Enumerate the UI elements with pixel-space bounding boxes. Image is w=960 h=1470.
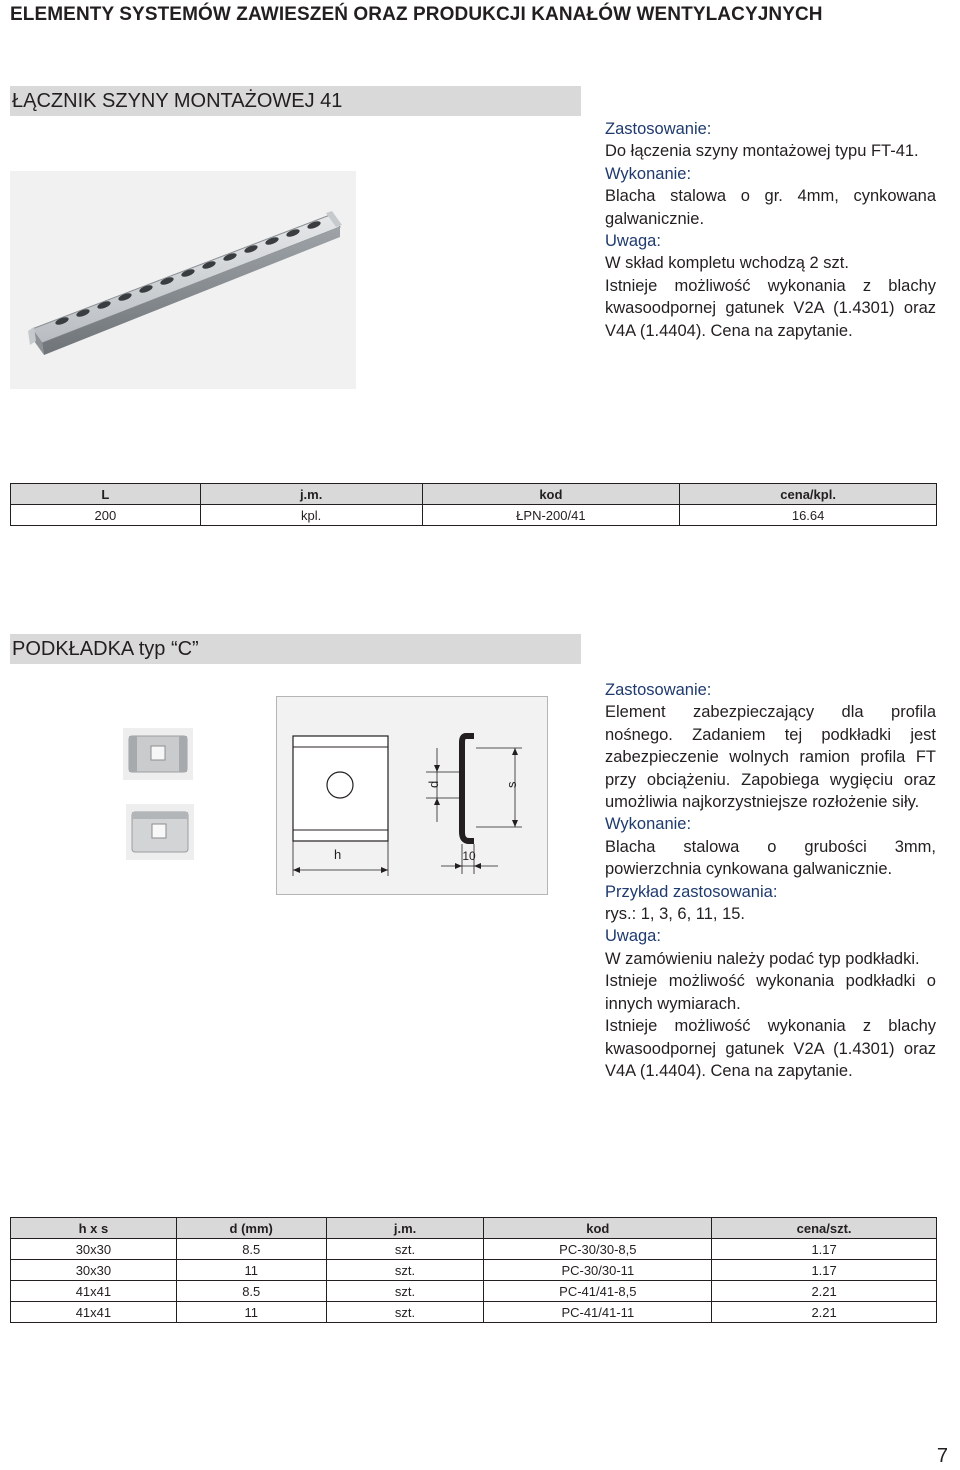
- uwaga-text-dimensions: Istnieje możliwość wykonania podkładki o innych wymiarach.: [605, 972, 936, 1013]
- wykonanie-text: Blacha stalowa o gr. 4mm, cynkowana galwanicznie.: [605, 187, 936, 228]
- table-cell: szt.: [326, 1281, 484, 1302]
- technical-drawing: [276, 696, 548, 895]
- uwaga-label: Uwaga:: [605, 232, 661, 251]
- page-number: 7: [936, 1445, 948, 1467]
- rail-connector-photo: [10, 171, 356, 389]
- table-header-row: [11, 484, 937, 505]
- table-cell: 41x41: [11, 1281, 177, 1302]
- rail-connector-image: [10, 171, 356, 389]
- washer-technical-drawing: [276, 696, 548, 895]
- table-cell: szt.: [326, 1239, 484, 1260]
- uwaga-label: Uwaga:: [605, 927, 661, 946]
- table-cell: PC-30/30-8,5: [484, 1239, 712, 1260]
- uwaga-text-material: Istnieje możliwość wykonania z blachy kwasoodpornej gatunek V2A (1.4301) oraz V4A (1.4404). Cena na zapytanie.: [605, 1017, 936, 1080]
- column-header: cena/szt.: [712, 1218, 937, 1239]
- table-cell: szt.: [326, 1260, 484, 1281]
- table-cell: ŁPN-200/41: [422, 505, 680, 526]
- table-cell: 8.5: [176, 1281, 326, 1302]
- table-cell: 2.21: [712, 1281, 937, 1302]
- table-cell: kpl.: [200, 505, 422, 526]
- washer-image: [123, 728, 193, 780]
- dimension-10-label: 10: [462, 849, 476, 863]
- table-cell: 11: [176, 1260, 326, 1281]
- table-row: [11, 1239, 937, 1260]
- column-header: kod: [422, 484, 680, 505]
- zastosowanie-text: Element zabezpieczający dla profila nośnego. Zadaniem tej podkładki jest zabezpieczenie wolnych ramion profila FT przy obciążeniu. Zapobiega wygięciu oraz umożliwia najkorzystniejsze rozłożenie siły.: [605, 703, 936, 812]
- zastosowanie-label: Zastosowanie:: [605, 681, 712, 699]
- table-cell: 30x30: [11, 1260, 177, 1281]
- zastosowanie-text: Do łączenia szyny montażowej typu FT-41.: [605, 142, 919, 161]
- dimension-d-label: d: [426, 780, 441, 788]
- wykonanie-text: Blacha stalowa o grubości 3mm, powierzchnia cynkowana galwanicznie.: [605, 837, 936, 879]
- dimension-s-label: s: [504, 781, 519, 788]
- table-cell: 16.64: [680, 505, 937, 526]
- table-cell: PC-41/41-8,5: [484, 1281, 712, 1302]
- wykonanie-label: Wykonanie:: [605, 164, 692, 183]
- column-header: h x s: [11, 1218, 177, 1239]
- washer-photo-2: [126, 804, 194, 860]
- table-cell: 1.17: [712, 1260, 937, 1281]
- section-title-podkladka: PODKŁADKA typ “C”: [10, 634, 581, 664]
- uwaga-text: W zamówieniu należy podać typ podkładki.: [605, 949, 920, 968]
- table-cell: 200: [11, 505, 201, 526]
- lacznik-price-table: [10, 483, 937, 526]
- column-header: j.m.: [326, 1218, 484, 1239]
- table-cell: PC-30/30-11: [484, 1260, 712, 1281]
- wykonanie-label: Wykonanie:: [605, 815, 692, 834]
- table-cell: 8.5: [176, 1239, 326, 1260]
- section-title-lacznik: ŁĄCZNIK SZYNY MONTAŻOWEJ 41: [10, 86, 581, 116]
- przyklad-text: rys.: 1, 3, 6, 11, 15.: [605, 905, 746, 924]
- table-cell: 1.17: [712, 1239, 937, 1260]
- table-cell: 2.21: [712, 1302, 937, 1323]
- table-cell: 41x41: [11, 1302, 177, 1323]
- uwaga-text: W skład kompletu wchodzą 2 szt.: [605, 254, 849, 273]
- column-header: j.m.: [200, 484, 422, 505]
- table-row: [11, 1281, 937, 1302]
- table-row: [11, 1302, 937, 1323]
- table-row: [11, 505, 937, 526]
- table-cell: 11: [176, 1302, 326, 1323]
- column-header: L: [11, 484, 201, 505]
- table-cell: 30x30: [11, 1239, 177, 1260]
- podkladka-price-table: [10, 1217, 937, 1323]
- table-cell: szt.: [326, 1302, 484, 1323]
- lacznik-description: [605, 118, 936, 342]
- page-title: ELEMENTY SYSTEMÓW ZAWIESZEŃ ORAZ PRODUKCJI KANAŁÓW WENTYLACYJNYCH: [10, 4, 823, 25]
- washer-image: [126, 804, 194, 860]
- column-header: d (mm): [176, 1218, 326, 1239]
- uwaga-text-material: Istnieje możliwość wykonania z blachy kwasoodpornej gatunek V2A (1.4301) oraz V4A (1.4404). Cena na zapytanie.: [605, 276, 936, 340]
- przyklad-label: Przykład zastosowania:: [605, 882, 778, 901]
- dimension-h-label: h: [334, 847, 342, 862]
- column-header: kod: [484, 1218, 712, 1239]
- washer-photo-1: [123, 728, 193, 780]
- zastosowanie-label: Zastosowanie:: [605, 120, 712, 138]
- podkladka-description: [605, 679, 936, 1082]
- column-header: cena/kpl.: [680, 484, 937, 505]
- table-row: [11, 1260, 937, 1281]
- table-header-row: [11, 1218, 937, 1239]
- table-cell: PC-41/41-11: [484, 1302, 712, 1323]
